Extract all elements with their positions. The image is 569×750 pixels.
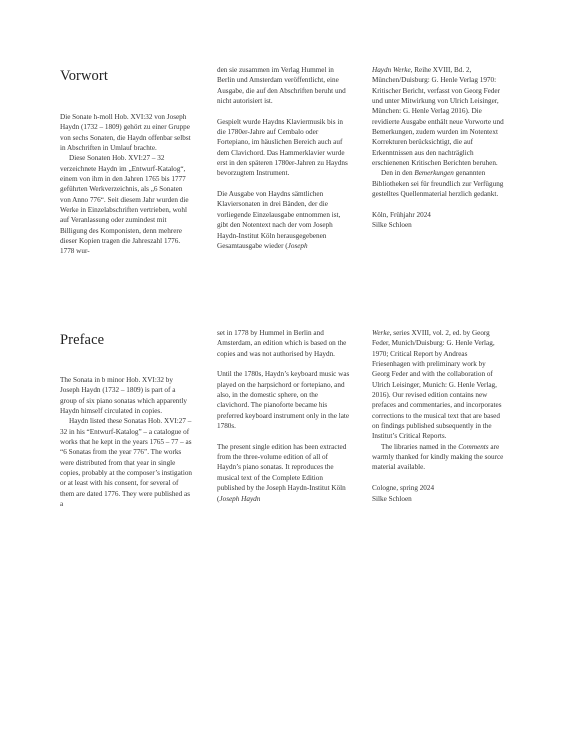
paragraph: The present single edition has been extracted from the three-volume edition of all of Haydn’s piano sonatas. It reproduces the musical text of the Complete Edition published by the Joseph Haydn-Institut Köln (Joseph Haydn <box>217 442 347 503</box>
paragraph: Diese Sonaten Hob. XVI:27 – 32 verzeichnete Haydn im „Entwurf-Katalog“, einem von ihm in den Jahren 1765 bis 1777 geführten Werkverzeichnis, als „6 Sonaten von Anno 776“. Seit diesem Jahr wurden die Werke in Einzelabschriften vertrieben, wohl auf Veranlassung oder zumindest mit Billigung des Komponisten, denn mehrere dieser Kopien tragen die Jahreszahl 1776. 1778 wur- <box>60 154 189 256</box>
preface-column-1 <box>60 375 193 509</box>
paragraph: Den in den Bemerkungen genannten Bibliotheken sei für freundlich zur Verfügung gestelltes Quellenmaterial herzlich gedankt. <box>372 169 504 199</box>
author-signature: Silke Schloen <box>372 494 412 503</box>
vorwort-column-3 <box>372 65 505 231</box>
paragraph: Die Ausgabe von Haydns sämtlichen Klaviersonaten in drei Bänden, der die vorliegende Einzelausgabe entnommen ist, gibt den Notentext nach der vom Joseph Haydn-Institut Köln herausgegebenen Gesamtausgabe wieder (Joseph <box>217 190 341 250</box>
author-signature: Silke Schloen <box>372 221 412 230</box>
paragraph: Haydn Werke, Reihe XVIII, Bd. 2, München/Duisburg: G. Henle Verlag 1970: Kritischer Bericht, verfasst von Georg Feder und unter Mitwirkung von Ulrich Leisinger, München: G. Henle Verlag 2016). Die revidierte Ausgabe enthält neue Vorworte und Bemerkungen, zudem wurden im Notentext Korrekturen berücksichtigt, die auf Erkenntnissen aus den nachträglich erschienenen Kritischen Berichten beruhen. <box>372 66 504 168</box>
paragraph: den sie zusammen im Verlag Hummel in Berlin und Amsterdam veröffentlicht, eine Ausgabe, die auf den Abschriften beruht und nicht autorisiert ist. <box>217 66 346 106</box>
paragraph: set in 1778 by Hummel in Berlin and Amsterdam, an edition which is based on the copies and was not authorised by Haydn. <box>217 329 347 358</box>
preface-heading: Preface <box>60 332 105 348</box>
paragraph: Die Sonate h-moll Hob. XVI:32 von Joseph Haydn (1732 – 1809) gehört zu einer Gruppe von sechs Sonaten, die Haydn offenbar selbst in Abschriften in Umlauf brachte. <box>60 113 191 153</box>
paragraph: The Sonata in b minor Hob. XVI:32 by Joseph Haydn (1732 – 1809) is part of a group of six piano sonatas which apparently Haydn himself circulated in copies. <box>60 376 187 416</box>
paragraph: Until the 1780s, Haydn’s keyboard music was played on the harpsichord or fortepiano, and also, in the domestic sphere, on the clavichord. The pianoforte became his preferred keyboard instrument only in the late 1780s. <box>217 370 350 431</box>
paragraph: The libraries named in the Comments are warmly thanked for kindly making the source material available. <box>372 442 504 472</box>
paragraph: Werke, series XVIII, vol. 2, ed. by Georg Feder, Munich/Duisburg: G. Henle Verlag, 1970; Critical Report by Andreas Friesenhagen with preliminary work by Georg Feder and with the collaboration of Ulrich Leisinger, Munich: G. Henle Verlag, 2016). Our revised edition contains new prefaces and commentaries, and incorporates corrections to the musical text that are based on findings published subsequently in the Institut’s Critical Reports. <box>372 329 502 441</box>
paragraph: Haydn listed these Sonatas Hob. XVI:27 – 32 in his “Entwurf-Katalog” – a catalogue of works that he kept in the years 1765 – 77 – as “6 Sonatas from the year 776”. The works were distributed from that year in single copies, probably at the composer’s instigation or at least with his consent, for several of them are dated 1776. They were published as a <box>60 417 193 509</box>
place-date: Cologne, spring 2024 <box>372 484 435 493</box>
vorwort-heading: Vorwort <box>60 68 108 84</box>
place-date: Köln, Frühjahr 2024 <box>372 210 431 219</box>
vorwort-column-2 <box>217 65 350 251</box>
vorwort-column-1 <box>60 112 193 257</box>
paragraph: Gespielt wurde Haydns Klaviermusik bis in die 1780er-Jahre auf Cembalo oder Fortepiano, im häuslichen Bereich auch auf dem Clavichord. Das Hammerklavier wurde erst in den späteren 1780er-Jahren zu Haydns bevorzugtem Instrument. <box>217 117 348 178</box>
preface-column-3 <box>372 328 505 504</box>
preface-column-2 <box>217 328 350 504</box>
